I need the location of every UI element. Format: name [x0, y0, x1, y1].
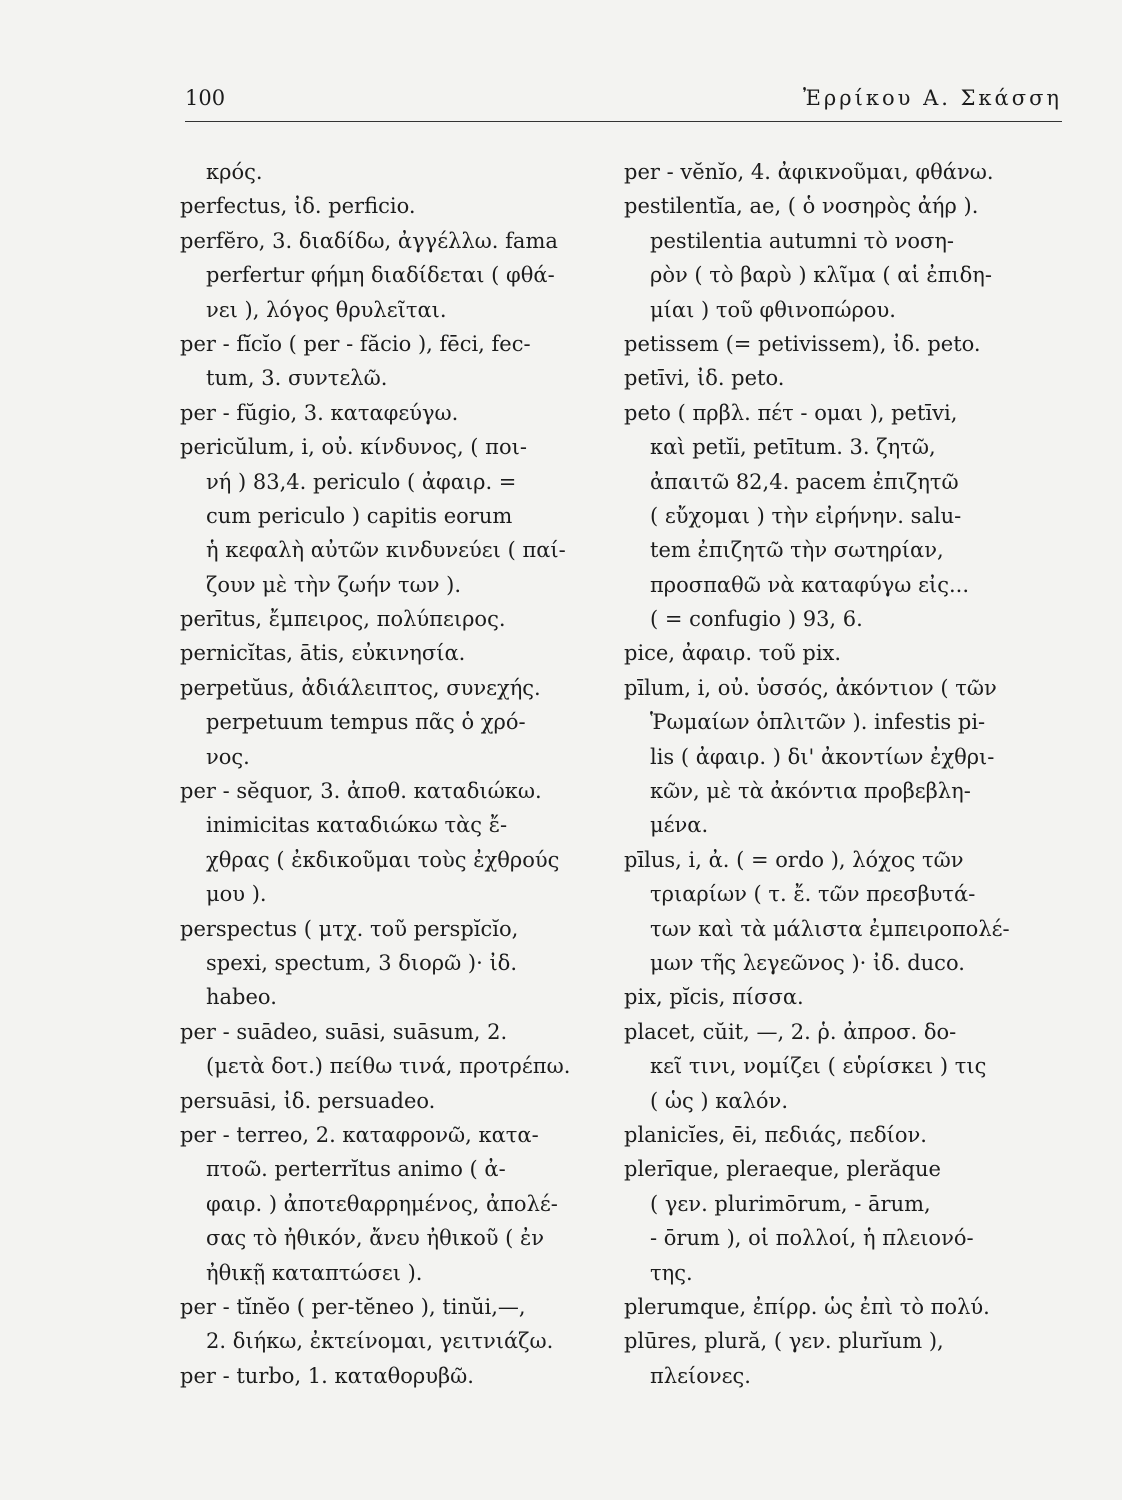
dictionary-line: ( = confugio ) 93, 6.: [650, 607, 863, 632]
dictionary-line: perspectus ( μτχ. τοῦ perspĭcĭo,: [180, 916, 519, 941]
dictionary-line: των καὶ τὰ μάλιστα ἐμπειροπολέ-: [650, 916, 1010, 941]
dictionary-line: σας τὸ ἠθικόν, ἄνευ ἠθικοῦ ( ἐν: [206, 1226, 545, 1251]
dictionary-line: κῶν, μὲ τὰ ἀκόντια προβεβλη-: [650, 779, 971, 804]
dictionary-line: ἀπαιτῶ 82,4. pacem ἐπιζητῶ: [650, 469, 959, 494]
dictionary-line: pīlum, i, οὐ. ὑσσός, ἀκόντιον ( τῶν: [624, 675, 997, 700]
dictionary-line: per - fŭgio, 3. καταφεύγω.: [180, 400, 459, 425]
dictionary-line: plūres, plură, ( γεν. plurĭum ),: [624, 1329, 944, 1354]
dictionary-line: per - suādeo, suāsi, suāsum, 2.: [180, 1019, 508, 1044]
dictionary-line: καὶ petĭi, petītum. 3. ζητῶ,: [650, 435, 936, 460]
dictionary-line: τριαρίων ( τ. ἔ. τῶν πρεσβυτά-: [650, 882, 976, 907]
dictionary-line: - ōrum ), οἱ πολλοί, ἡ πλειονό-: [650, 1226, 974, 1251]
dictionary-line: ( ὡς ) καλόν.: [650, 1088, 788, 1113]
dictionary-line: ζουν μὲ τὴν ζωήν των ).: [206, 572, 462, 597]
dictionary-line: lis ( ἀφαιρ. ) δι' ἀκοντίων ἐχθρι-: [650, 744, 995, 769]
dictionary-line: persuāsi, ἰδ. persuadeo.: [180, 1088, 436, 1113]
running-title: Ἐρρίκου Α. Σκάσση: [803, 86, 1062, 110]
dictionary-line: pix, pĭcis, πίσσα.: [624, 985, 804, 1010]
dictionary-line: petissem (= petivissem), ἰδ. peto.: [624, 331, 981, 356]
dictionary-line: νει ), λόγος θρυλεῖται.: [206, 297, 447, 322]
dictionary-line: per - fĭcĭo ( per - făcio ), fēci, fec-: [180, 331, 531, 356]
dictionary-line: planicĭes, ēi, πεδιάς, πεδίον.: [624, 1122, 927, 1147]
dictionary-line: per - vĕnĭo, 4. ἀφικνοῦμαι, φθάνω.: [624, 160, 994, 184]
dictionary-line: pestilentĭa, ae, ( ὁ νοσηρὸς ἀήρ ).: [624, 194, 979, 219]
dictionary-line: κεῖ τινι, νομίζει ( εὑρίσκει ) τις: [650, 1054, 987, 1079]
dictionary-line: perpetŭus, ἀδιάλειπτος, συνεχής.: [180, 675, 541, 700]
dictionary-line: placet, cŭit, —, 2. ῥ. ἀπροσ. δο-: [624, 1019, 957, 1044]
right-column: [624, 155, 1044, 1393]
dictionary-line: perfectus, ἰδ. perficio.: [180, 194, 416, 219]
dictionary-line: της.: [650, 1260, 693, 1285]
dictionary-line: per - turbo, 1. καταθορυβῶ.: [180, 1363, 474, 1388]
dictionary-line: χθρας ( ἐκδικοῦμαι τοὺς ἐχθρούς: [206, 847, 560, 872]
dictionary-line: per - tĭnĕo ( per-tĕneo ), tinŭi,—,: [180, 1294, 526, 1319]
dictionary-line: pīlus, i, ἀ. ( = ordo ), λόχος τῶν: [624, 847, 964, 872]
dictionary-line: (μετὰ δοτ.) πείθω τινά, προτρέπω.: [206, 1054, 571, 1079]
dictionary-line: πτοῶ. perterrĭtus animo ( ἀ-: [206, 1157, 506, 1182]
dictionary-line: peto ( πρβλ. πέτ - ομαι ), petīvi,: [624, 400, 958, 425]
page-header: [185, 86, 1062, 116]
dictionary-line: μίαι ) τοῦ φθινοπώρου.: [650, 297, 896, 322]
dictionary-line: νή ) 83,4. periculo ( ἀφαιρ. =: [206, 469, 517, 494]
dictionary-line: ρὸν ( τὸ βαρὺ ) κλῖμα ( αἱ ἐπιδη-: [650, 263, 992, 288]
dictionary-line: spexi, spectum, 3 διορῶ )· ἰδ.: [206, 950, 517, 975]
dictionary-line: cum periculo ) capitis eorum: [206, 503, 513, 528]
dictionary-line: 2. διήκω, ἐκτείνομαι, γειτνιάζω.: [206, 1329, 554, 1354]
dictionary-line: ἡ κεφαλὴ αὐτῶν κινδυνεύει ( παί-: [206, 538, 566, 563]
dictionary-line: perfĕro, 3. διαδίδω, ἀγγέλλω. fama: [180, 228, 558, 253]
dictionary-line: inimicitas καταδιώκω τὰς ἔ-: [206, 813, 508, 838]
dictionary-line: πλείονες.: [650, 1363, 751, 1388]
dictionary-line: ἠθικῇ καταπτώσει ).: [206, 1260, 423, 1285]
dictionary-line: ( εὔχομαι ) τὴν εἰρήνην. salu-: [650, 503, 962, 528]
dictionary-line: pernicĭtas, ātis, εὐκινησία.: [180, 641, 466, 666]
dictionary-line: μένα.: [650, 813, 709, 838]
dictionary-line: pestilentia autumni τὸ νοση-: [650, 228, 955, 253]
left-column: [180, 155, 600, 1393]
dictionary-line: perītus, ἔμπειρος, πολύπειρος.: [180, 607, 506, 632]
page-number: 100: [185, 86, 226, 110]
dictionary-line: μου ).: [206, 882, 267, 907]
dictionary-line: perpetuum tempus πᾶς ὁ χρό-: [206, 710, 526, 735]
dictionary-line: per - terreo, 2. καταφρονῶ, κατα-: [180, 1122, 539, 1147]
dictionary-line: tum, 3. συντελῶ.: [206, 366, 388, 391]
dictionary-line: pericŭlum, i, οὐ. κίνδυνος, ( ποι-: [180, 435, 527, 460]
dictionary-line: κρός.: [206, 160, 263, 184]
header-rule: [185, 121, 1062, 122]
dictionary-line: plerumque, ἐπίρρ. ὡς ἐπὶ τὸ πολύ.: [624, 1294, 990, 1319]
dictionary-line: per - sĕquor, 3. ἀποθ. καταδιώκω.: [180, 779, 542, 804]
dictionary-line: ( γεν. plurimōrum, - ārum,: [650, 1191, 931, 1216]
dictionary-line: perfertur φήμη διαδίδεται ( φθά-: [206, 263, 555, 288]
dictionary-line: νος.: [206, 744, 250, 769]
dictionary-line: μων τῆς λεγεῶνος )· ἰδ. duco.: [650, 950, 965, 975]
dictionary-line: petīvi, ἰδ. peto.: [624, 366, 785, 391]
dictionary-line: φαιρ. ) ἀποτεθαρρημένος, ἀπολέ-: [206, 1191, 558, 1216]
dictionary-line: προσπαθῶ νὰ καταφύγω εἰς...: [650, 572, 969, 597]
dictionary-line: tem ἐπιζητῶ τὴν σωτηρίαν,: [650, 538, 944, 563]
dictionary-line: habeo.: [206, 985, 277, 1010]
dictionary-line: Ῥωμαίων ὁπλιτῶν ). infestis pi-: [650, 710, 986, 735]
dictionary-line: plerīque, pleraeque, plerăque: [624, 1157, 941, 1182]
dictionary-line: pice, ἀφαιρ. τοῦ pix.: [624, 641, 842, 666]
